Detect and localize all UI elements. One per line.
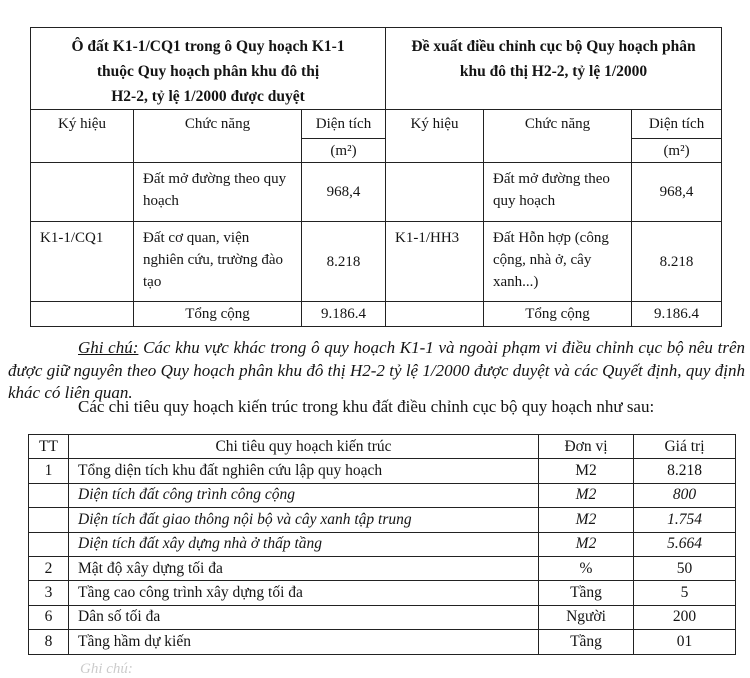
area-cell: 8.218: [302, 222, 386, 302]
col-header-symbol-left: Ký hiệu: [31, 110, 134, 163]
total-value-right: 9.186.4: [632, 302, 722, 327]
table-row: [29, 532, 736, 556]
criteria-cell: Diện tích đất xây dựng nhà ở thấp tầng: [69, 532, 539, 556]
col-header-area-right: Diện tích: [632, 110, 722, 139]
tt-cell: 3: [29, 581, 69, 605]
col-header-area-left: Diện tích: [302, 110, 386, 139]
unit-cell: %: [539, 556, 634, 580]
unit-cell: M2: [539, 459, 634, 483]
value-cell: 200: [634, 605, 736, 629]
unit-cell: Tầng: [539, 630, 634, 654]
col-header-value: Giá trị: [634, 435, 736, 459]
symbol-cell: K1-1/HH3: [386, 222, 484, 302]
criteria-cell: Dân số tối đa: [69, 605, 539, 629]
title-line: Ô đất K1-1/CQ1 trong ô Quy hoạch K1-1: [71, 38, 345, 55]
col-header-symbol-right: Ký hiệu: [386, 110, 484, 163]
tt-cell: [29, 532, 69, 556]
unit-cell: M2: [539, 508, 634, 532]
tt-cell: [29, 508, 69, 532]
column-header-row: [31, 110, 722, 139]
col-header-tt: TT: [29, 435, 69, 459]
tt-cell: 8: [29, 630, 69, 654]
table-row: [29, 459, 736, 483]
empty-cell: [31, 302, 134, 327]
total-value-left: 9.186.4: [302, 302, 386, 327]
header-row: [29, 435, 736, 459]
symbol-cell: [386, 163, 484, 222]
value-cell: 5: [634, 581, 736, 605]
total-row: [31, 302, 722, 327]
col-header-criteria: Chi tiêu quy hoạch kiến trúc: [69, 435, 539, 459]
value-cell: 5.664: [634, 532, 736, 556]
col-header-function-left: Chức năng: [134, 110, 302, 163]
criteria-heading: Các chi tiêu quy hoạch kiến trúc trong khu đất điều chỉnh cục bộ quy hoạch như sau:: [78, 397, 655, 416]
value-cell: 1.754: [634, 508, 736, 532]
value-cell: 800: [634, 483, 736, 507]
criteria-cell: Diện tích đất công trình công cộng: [69, 483, 539, 507]
criteria-cell: Diện tích đất giao thông nội bộ và cây xanh tập trung: [69, 508, 539, 532]
title-line: thuộc Quy hoạch phân khu đô thị: [96, 63, 320, 80]
function-cell: Đất cơ quan, viện nghiên cứu, trường đào tạo: [134, 222, 302, 302]
value-cell: 50: [634, 556, 736, 580]
function-cell: Đất mở đường theo quy hoạch: [134, 163, 302, 222]
criteria-cell: Tầng cao công trình xây dựng tối đa: [69, 581, 539, 605]
symbol-cell: [31, 163, 134, 222]
function-cell: Đất Hỗn hợp (công cộng, nhà ở, cây xanh...): [484, 222, 632, 302]
value-cell: 8.218: [634, 459, 736, 483]
tt-cell: 1: [29, 459, 69, 483]
function-cell: Đất mở đường theo quy hoạch: [484, 163, 632, 222]
table-row: [29, 605, 736, 629]
total-label-right: Tổng cộng: [484, 302, 632, 327]
table-row: [29, 556, 736, 580]
title-line: khu đô thị H2-2, tỷ lệ 1/2000: [459, 63, 648, 80]
note-paragraph: [8, 337, 745, 405]
note-label: Ghi chú:: [78, 338, 139, 357]
area-unit-right: (m²): [632, 139, 722, 163]
tt-cell: [29, 483, 69, 507]
col-header-function-right: Chức năng: [484, 110, 632, 163]
table-row: [29, 483, 736, 507]
area-unit-left: (m²): [302, 139, 386, 163]
area-cell: 968,4: [302, 163, 386, 222]
planning-criteria-table: [28, 434, 736, 655]
table-row: [29, 630, 736, 654]
unit-cell: Người: [539, 605, 634, 629]
unit-cell: Tầng: [539, 581, 634, 605]
area-cell: 968,4: [632, 163, 722, 222]
land-plot-comparison-table: [30, 27, 722, 327]
unit-cell: M2: [539, 483, 634, 507]
table-title-row: [31, 28, 722, 110]
tt-cell: 2: [29, 556, 69, 580]
value-cell: 01: [634, 630, 736, 654]
table-row: [29, 581, 736, 605]
empty-cell: [386, 302, 484, 327]
area-cell: 8.218: [632, 222, 722, 302]
title-line: Đề xuất điều chỉnh cục bộ Quy hoạch phân: [411, 38, 696, 55]
note-body: Các khu vực khác trong ô quy hoạch K1-1 và ngoài phạm vi điều chỉnh cục bộ nêu trên được giữ nguyên theo Quy hoạch phân khu đô thị H2-2 tỷ lệ 1/2000 được duyệt và các Quyết định, quy định khác có liên quan.: [8, 338, 745, 402]
proposed-adjustment-title: [386, 28, 722, 110]
title-line: H2-2, tỷ lệ 1/2000 được duyệt: [111, 88, 305, 105]
criteria-cell: Mật độ xây dựng tối đa: [69, 556, 539, 580]
unit-cell: M2: [539, 532, 634, 556]
table-row: [29, 508, 736, 532]
col-header-unit: Đơn vị: [539, 435, 634, 459]
criteria-cell: Tổng diện tích khu đất nghiên cứu lập quy hoạch: [69, 459, 539, 483]
approved-plan-title: [31, 28, 386, 110]
criteria-cell: Tầng hầm dự kiến: [69, 630, 539, 654]
tt-cell: 6: [29, 605, 69, 629]
symbol-cell: K1-1/CQ1: [31, 222, 134, 302]
cutoff-note-fragment: Ghi chú:: [80, 661, 133, 677]
total-label-left: Tổng cộng: [134, 302, 302, 327]
table-row: [31, 163, 722, 222]
table-row: [31, 222, 722, 302]
